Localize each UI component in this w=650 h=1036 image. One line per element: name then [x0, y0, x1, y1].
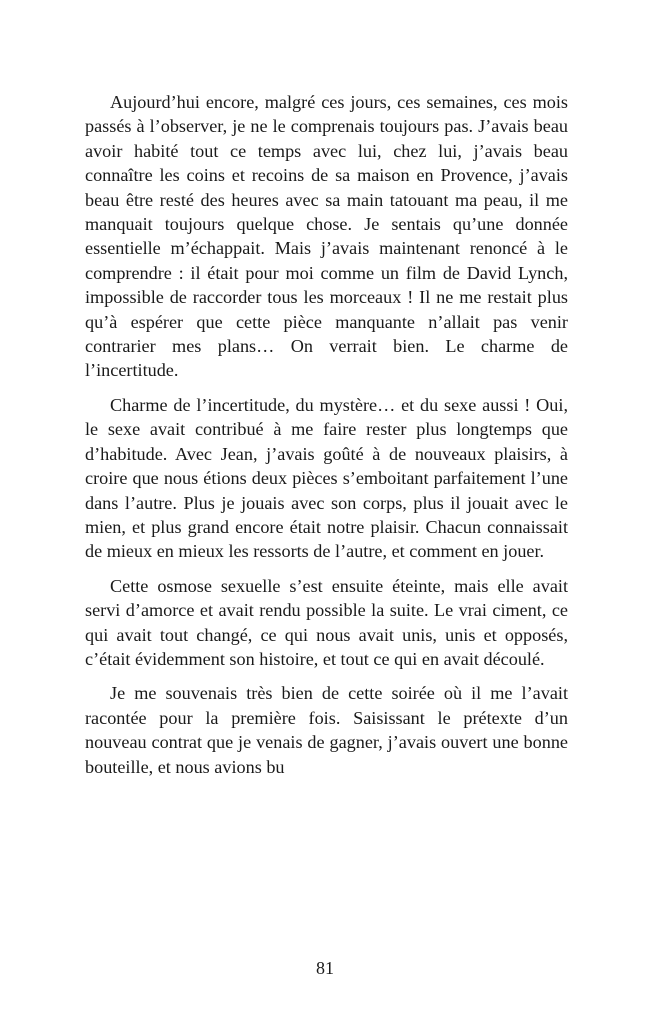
paragraph-4: Je me souvenais très bien de cette soirée où il me l’avait racontée pour la première fois. Saisissant le prétexte d’un nouveau contrat que je venais de gagner, j’avais ouvert une bonne bouteille, et nous avions bu [85, 683, 568, 777]
paragraph-3: Cette osmose sexuelle s’est ensuite éteinte, mais elle avait servi d’amorce et avait rendu possible la suite. Le vrai ciment, ce qui avait tout changé, ce qui nous avait unis, unis et opposés, c’était évidemment son histoire, et tout ce qui en avait découlé. [85, 575, 568, 669]
paragraph-2: Charme de l’incertitude, du mystère… et du sexe aussi ! Oui, le sexe avait contribué à me faire rester plus longtemps que d’habitude. Avec Jean, j’avais goûté à de nouveaux plaisirs, à croire que nous étions deux pièces s’emboitant parfaitement l’une dans l’autre. Plus je jouais avec son corps, plus il jouait avec le mien, et plus grand encore était notre plaisir. Chacun connaissait de mieux en mieux les ressorts de l’autre, et comment en jouer. [85, 394, 568, 562]
page-number: 81 [316, 958, 334, 978]
body-text [85, 90, 568, 779]
paragraph-1: Aujourd’hui encore, malgré ces jours, ces semaines, ces mois passés à l’observer, je ne le comprenais toujours pas. J’avais beau avoir habité tout ce temps avec lui, chez lui, j’avais beau connaître les coins et recoins de sa maison en Provence, j’avais beau être resté des heures avec sa main tatouant ma peau, il me manquait toujours quelque chose. Je sentais qu’une donnée essentielle m’échappait. Mais j’avais maintenant renoncé à le comprendre : il était pour moi comme un film de David Lynch, impossible de raccorder tous les morceaux ! Il ne me restait plus qu’à espérer que cette pièce manquante n’allait pas venir contrarier mes plans… On verrait bien. Le charme de l’incertitude. [85, 92, 568, 381]
